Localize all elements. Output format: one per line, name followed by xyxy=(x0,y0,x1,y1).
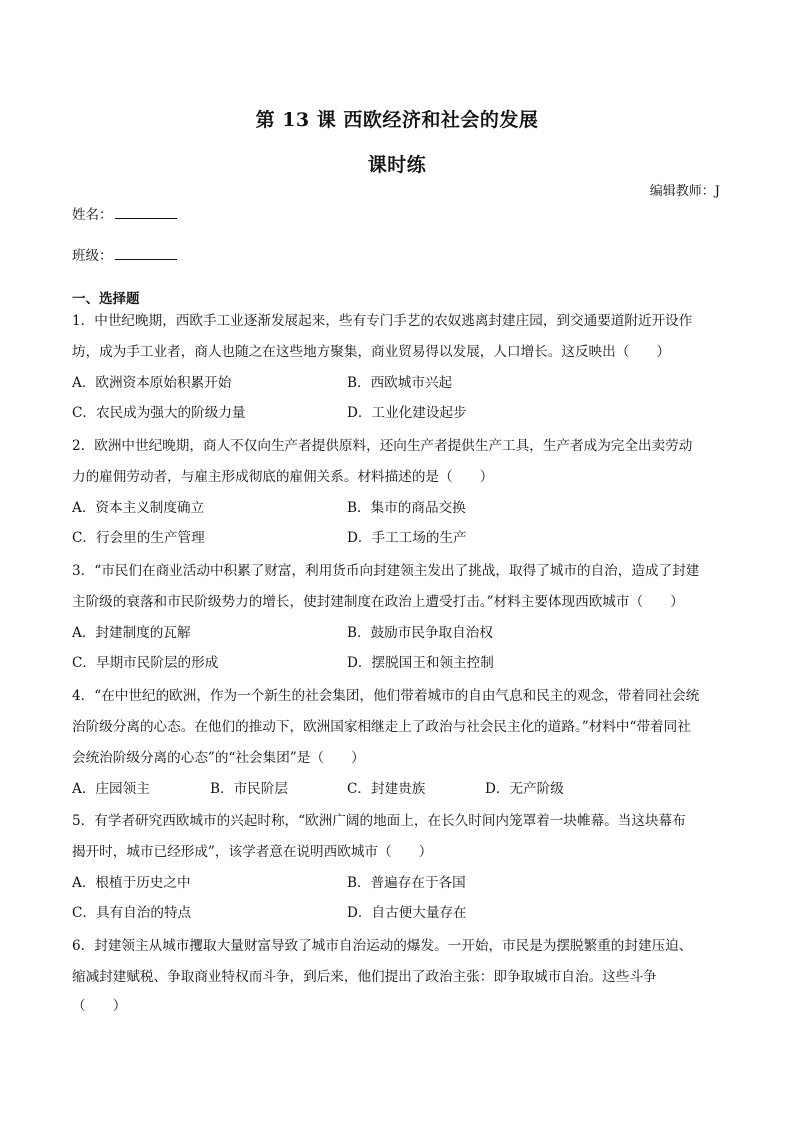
editor-note: 编辑教师：J xyxy=(649,184,720,199)
question-6-line-1: 6．封建领主从城市攫取大量财富导致了城市自治运动的爆发。一开始，市民是为摆脱繁重的封建压迫、 xyxy=(72,938,693,954)
question-6-line-2: 缩减封建赋税、争取商业特权而斗争，到后来，他们提出了政治主张：即争取城市自治。这些斗争 xyxy=(72,969,657,985)
question-4-line-2: 治阶级分离的心态。在他们的推动下，欧洲国家相继走上了政治与社会民主化的道路。”材料中“带着同社 xyxy=(72,719,691,735)
question-3-line-2: 主阶级的衰落和市民阶级势力的增长，使封建制度在政治上遭受打击。”材料主要体现西欧城市（ ） xyxy=(72,594,684,610)
question-5-option-c[interactable]: C．具有自治的特点 xyxy=(72,905,192,921)
question-5-option-b[interactable]: B．普遍存在于各国 xyxy=(347,875,466,891)
page-title: 第 13 课 西欧经济和社会的发展 xyxy=(255,109,539,131)
question-4-option-a[interactable]: A．庄园领主 xyxy=(72,781,150,797)
question-2-option-a[interactable]: A．资本主义制度确立 xyxy=(72,500,205,516)
question-6-line-3: （ ） xyxy=(72,998,127,1014)
question-2-option-b[interactable]: B．集市的商品交换 xyxy=(347,500,466,516)
question-1-option-c[interactable]: C．农民成为强大的阶级力量 xyxy=(72,405,246,421)
name-label: 姓名： xyxy=(72,207,113,223)
question-1-line-1: 1．中世纪晚期，西欧手工业逐渐发展起来，些有专门手艺的农奴逃离封建庄园，到交通要道附近开设作 xyxy=(72,313,693,329)
question-1-option-a[interactable]: A．欧洲资本原始积累开始 xyxy=(72,375,232,391)
question-5-line-1: 5．有学者研究西欧城市的兴起时称，“欧洲广阔的地面上，在长久时间内笼罩着一块帷幕。当这块幕布 xyxy=(72,813,686,829)
question-4-option-b[interactable]: B．市民阶层 xyxy=(210,781,288,797)
question-4-option-c[interactable]: C．封建贵族 xyxy=(347,781,426,797)
name-blank[interactable] xyxy=(115,206,177,219)
question-4-line-3: 会统治阶级分离的心态”的“社会集团”是（ ） xyxy=(72,750,365,766)
question-2-line-1: 2．欧洲中世纪晚期，商人不仅向生产者提供原料，还向生产者提供生产工具，生产者成为完全出卖劳动 xyxy=(72,438,693,454)
question-2-option-d[interactable]: D．手工工场的生产 xyxy=(347,530,467,546)
section-title: 一、选择题 xyxy=(72,291,140,307)
question-4-line-1: 4．“在中世纪的欧洲，作为一个新生的社会集团，他们带着城市的自由气息和民主的观念，带着同社会统 xyxy=(72,688,700,704)
question-5-option-a[interactable]: A．根植于历史之中 xyxy=(72,875,191,891)
question-3-option-d[interactable]: D．摆脱国王和领主控制 xyxy=(347,655,494,671)
name-field xyxy=(72,203,177,223)
question-3-option-a[interactable]: A．封建制度的瓦解 xyxy=(72,625,191,641)
question-2-option-c[interactable]: C．行会里的生产管理 xyxy=(72,530,205,546)
question-1-option-b[interactable]: B．西欧城市兴起 xyxy=(347,375,453,391)
question-3-line-1: 3．“市民们在商业活动中积累了财富，利用货币向封建领主发出了挑战，取得了城市的自治，造成了封建 xyxy=(72,563,700,579)
question-5-option-d[interactable]: D．自古便大量存在 xyxy=(347,905,467,921)
question-5-line-2: 揭开时，城市已经形成”，该学者意在说明西欧城市（ ） xyxy=(72,844,433,860)
class-label: 班级： xyxy=(72,248,113,264)
question-3-option-c[interactable]: C．早期市民阶层的形成 xyxy=(72,655,219,671)
question-1-option-d[interactable]: D．工业化建设起步 xyxy=(347,405,467,421)
page-subtitle: 课时练 xyxy=(367,154,427,176)
question-3-option-b[interactable]: B．鼓励市民争取自治权 xyxy=(347,625,493,641)
class-blank[interactable] xyxy=(115,247,177,260)
question-1-line-2: 坊，成为手工业者，商人也随之在这些地方聚集，商业贸易得以发展，人口增长。这反映出（ ） xyxy=(72,344,671,360)
question-4-option-d[interactable]: D．无产阶级 xyxy=(485,781,564,797)
question-2-line-2: 力的雇佣劳动者，与雇主形成彻底的雇佣关系。材料描述的是（ ） xyxy=(72,469,494,485)
class-field xyxy=(72,244,177,264)
